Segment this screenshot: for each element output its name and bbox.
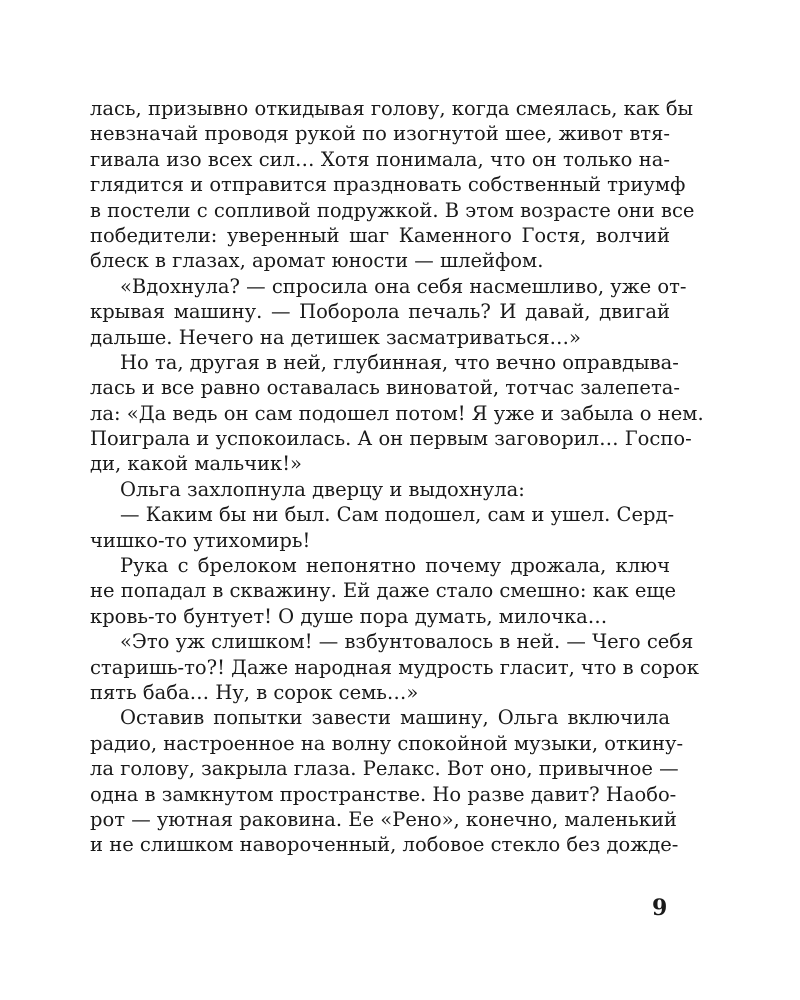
text-line: Ольга захлопнула дверцу и выдохнула:	[120, 477, 525, 501]
text-line: Рука с брелоком непонятно почему дрожала, ключ	[120, 554, 670, 578]
text-line: лась, призывно откидывая голову, когда смеялась, как бы	[90, 97, 694, 120]
text-line: Поиграла и успокоилась. А он первым заговорил… Госпо-	[90, 427, 692, 451]
text-line: победители: уверенный шаг Каменного Гостя, волчий	[90, 223, 670, 247]
text-line: ди, какой мальчик!»	[90, 452, 302, 476]
text-line: Но та, другая в ней, глубинная, что вечно оправдыва-	[120, 350, 679, 374]
page-number: 9	[652, 895, 668, 921]
text-line: крывая машину. — Поборола печаль? И давай, двигай	[90, 300, 670, 324]
text-line: дальше. Нечего на детишек засматриваться…»	[90, 325, 581, 349]
text-line: чишко-то утихомирь!	[90, 528, 311, 552]
text-line: не попадал в скважину. Ей даже стало смешно: как еще	[90, 579, 677, 603]
text-line: в постели с сопливой подружкой. В этом возрасте они все	[90, 198, 695, 222]
text-line: одна в замкнутом пространстве. Но разве давит? Наобо-	[90, 782, 677, 806]
text-line: старишь-то?! Даже народная мудрость гласит, что в сорок	[90, 655, 699, 679]
text-line: Оставив попытки завести машину, Ольга включила	[120, 706, 670, 730]
text-line: радио, настроенное на волну спокойной музыки, откину-	[90, 731, 684, 755]
text-line: ла: «Да ведь он сам подошел потом! Я уже и забыла о нем.	[90, 401, 704, 425]
text-line: лась и все равно оставалась виноватой, тотчас залепета-	[90, 376, 680, 400]
text-line: гивала изо всех сил… Хотя понимала, что он только на-	[90, 147, 670, 171]
text-line: невзначай проводя рукой по изогнутой шее, живот втя-	[90, 122, 670, 146]
text-line: «Вдохнула? — спросила она себя насмешливо, уже от-	[120, 274, 687, 298]
text-line: кровь-то бунтует! О душе пора думать, милочка…	[90, 604, 608, 628]
text-line: пять баба… Ну, в сорок семь…»	[90, 680, 419, 704]
text-line: ла голову, закрыла глаза. Релакс. Вот оно, привычное —	[90, 757, 679, 781]
text-line: и не слишком навороченный, лобовое стекло без дожде-	[90, 833, 679, 857]
text-line: блеск в глазах, аромат юности — шлейфом.	[90, 249, 544, 273]
text-line: глядится и отправится праздновать собственный триумф	[90, 173, 686, 197]
text-line: — Каким бы ни был. Сам подошел, сам и ушел. Серд-	[120, 503, 675, 527]
page-body-text	[90, 96, 704, 858]
text-line: рот — уютная раковина. Ее «Рено», конечно, маленький	[90, 807, 677, 831]
text-line: «Это уж слишком! — взбунтовалось в ней. — Чего себя	[120, 630, 694, 654]
